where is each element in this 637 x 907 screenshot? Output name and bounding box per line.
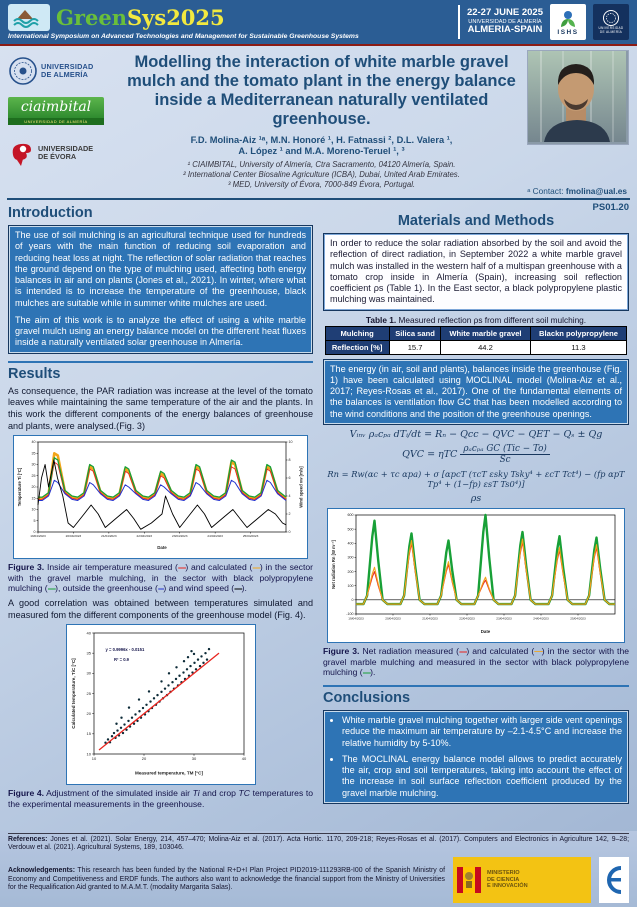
- svg-text:30: 30: [191, 756, 196, 762]
- ti-variable: Ti: [192, 788, 200, 799]
- masthead: [0, 46, 637, 198]
- svg-text:R² = 0.9: R² = 0.9: [113, 657, 129, 663]
- references: References: Jones et al. (2021). Solar Energy, 214, 457–470; Molina-Aiz et al. (2017). Acta Hortic. 1170, 209-218; Reyes-Rosas et al. (2017). Computers and Electronics in Agriculture 142, 9–28; Verdouw et al. (2021). Agricultural Systems, 189, 103046.: [8, 833, 629, 853]
- institution-logos: [8, 52, 120, 198]
- col-header-polypropylene: Blackn polypropylene: [530, 326, 627, 340]
- figure-3-right-caption: Figure 3. Net radiation measured (----) and calculated (—) in the sector with the gravel marble mulching and measured in the sector with black polypropylene mulching (----).: [323, 646, 629, 678]
- figure-3-right-label: Figure 3.: [323, 646, 360, 657]
- ual-banner-text-2: DE ALMERÍA: [599, 30, 623, 34]
- introduction-paragraph-1: The use of soil mulching is an agricultural technique used for hundreds of years with the main function of reducing soil evaporation and reducing heat loss at night. The reflection of solar radiation that reaches the ground depend on the type of mulching used, affecting both energy balances in air and on plants (Jones et al., 2021). In winter, where what is intended is to increase the temperature of the greenhouse, black mulches are suitable while in summer white mulches are used.: [15, 230, 306, 308]
- contact-line: [527, 186, 627, 196]
- title-block: [120, 52, 523, 198]
- table-header-row: [325, 326, 627, 340]
- svg-text:35: 35: [31, 451, 36, 456]
- blackpp-dash: ----: [47, 583, 56, 594]
- svg-text:4: 4: [288, 494, 291, 499]
- conference-date-block: [467, 8, 543, 36]
- svg-text:0: 0: [351, 598, 354, 603]
- equation-4: ρs: [470, 493, 482, 505]
- introduction-paragraph-2: The aim of this work is to analyze the effect of using a white marble gravel mulch using an energy balance model on the different heat fluxes inside a naturally ventilated solar greenhouse in Almería.: [15, 314, 306, 348]
- col-header-silica: Silica sand: [389, 326, 441, 340]
- poster-columns: [0, 200, 637, 832]
- right-column: [323, 200, 629, 832]
- ishs-plant-icon: [558, 9, 578, 29]
- svg-text:8: 8: [288, 458, 291, 463]
- energy-model-box: [323, 359, 629, 425]
- svg-text:19/04/2023: 19/04/2023: [30, 534, 46, 539]
- equation-2: QVC = ηTC $\frac{\text{ρₐcₚₐ GC (Tic − To)}}{Sc}$: [323, 444, 629, 465]
- equation-1: Vᵢₙᵥ ρₐcₚₐ dTᵢ/dt = Rₙ − Qcc − QVC − QET − Qₛ ± Qg: [349, 428, 603, 440]
- ciaimbital-logo: [8, 97, 104, 125]
- evora-bird-icon: [8, 140, 34, 166]
- svg-text:500: 500: [347, 527, 354, 532]
- svg-text:Wind speed vw [m/s]: Wind speed vw [m/s]: [298, 466, 304, 508]
- greensys-title-green: Green: [56, 5, 127, 30]
- svg-text:100: 100: [347, 584, 354, 589]
- svg-text:20/04/2023: 20/04/2023: [385, 616, 401, 621]
- ual-logo-line2: DE ALMERÍA: [41, 70, 89, 79]
- measured-dash: ----: [177, 562, 186, 573]
- aei-emblem-icon: [603, 862, 625, 898]
- svg-text:40: 40: [86, 630, 91, 636]
- figure-4-box: [66, 624, 256, 785]
- svg-text:40: 40: [31, 440, 36, 445]
- svg-text:15: 15: [31, 496, 36, 501]
- methods-paragraph-2: The energy (in air, soil and plants), balances inside the greenhouse (Fig. 1) have been calculated using MOCLINAL model (Molina-Aiz et al., 2017; Reyes-Rosas et al., 2017). One of the fundamental elements of the balances is ventilation flow GC that has been modelled according to the wind conditions and the position of the greenhouse openings.: [330, 363, 622, 419]
- ishs-label: ISHS: [557, 28, 579, 36]
- conclusions-heading: Conclusions: [323, 685, 629, 706]
- svg-text:30: 30: [86, 671, 91, 677]
- svg-text:6: 6: [288, 476, 291, 481]
- ministry-text: MINISTERIO DE CIENCIA E INNOVACIÓN: [487, 869, 528, 890]
- svg-text:Net radiation Rn [W m⁻²]: Net radiation Rn [W m⁻²]: [331, 540, 336, 590]
- calculated-dash: ----: [252, 562, 260, 573]
- svg-text:23/04/2023: 23/04/2023: [171, 534, 188, 539]
- svg-text:21/04/2023: 21/04/2023: [422, 616, 438, 621]
- ual-logo-line1: UNIVERSIDAD: [41, 61, 94, 71]
- svg-text:Date: Date: [480, 629, 491, 635]
- evora-logo: [8, 140, 120, 166]
- banner-right: [458, 4, 629, 40]
- svg-text:10: 10: [91, 756, 96, 762]
- svg-text:-100: -100: [346, 612, 354, 617]
- svg-text:10: 10: [288, 440, 293, 445]
- ual-logo-text: [41, 63, 93, 79]
- col-header-marble: White marble gravel: [441, 326, 530, 340]
- svg-text:2: 2: [288, 512, 291, 517]
- methods-heading: Materials and Methods: [397, 213, 555, 229]
- affiliation-2: ² International Center Biosaline Agriculture (ICBA), Dubai, United Arab Emirates.: [183, 169, 460, 179]
- results-paragraph-2: A good correlation was obtained between temperatures simulated and measured fom the different components of the greenhouse model (Fig. 4).: [8, 598, 313, 620]
- greensys-logo-icon: [8, 4, 50, 31]
- svg-text:200: 200: [347, 569, 354, 574]
- banner-divider: [458, 5, 460, 39]
- svg-text:Calculated temperature, TiC [°: Calculated temperature, TiC [°C]: [70, 658, 76, 730]
- svg-text:400: 400: [347, 541, 354, 546]
- svg-text:Measured temperature, TM [°C]: Measured temperature, TM [°C]: [134, 770, 203, 776]
- outside-dash: ---: [157, 583, 164, 594]
- acknowledgements: Acknowledgements: This research has been funded by the National R+D+I Plan Project PID2019-111293RB-I00 of the Spanish Ministry of Economy and Competitiveness and ERDF funds. The authors also want to acknowledge the financial support from the Ministry of Universities for the Requalification Aid granted to M.A.M.T. (modality Margarita Salas).: [8, 866, 445, 892]
- fig4-scatter-chart: [69, 627, 253, 777]
- tc-variable: TC: [238, 788, 251, 799]
- figure-4-label: Figure 4.: [8, 788, 45, 799]
- svg-text:20/04/2023: 20/04/2023: [65, 534, 82, 539]
- ual-banner-text-1: UNIVERSIDAD: [598, 26, 624, 31]
- evora-logo-text: [38, 145, 93, 162]
- svg-text:Temperature Ti [°C]: Temperature Ti [°C]: [17, 467, 22, 507]
- svg-text:5: 5: [33, 519, 36, 524]
- reflection-silica: 15.7: [389, 340, 441, 354]
- svg-text:22/04/2023: 22/04/2023: [459, 616, 475, 621]
- contact-label: ᵃ Contact:: [527, 186, 566, 196]
- fig3-right-chart: [330, 511, 622, 635]
- page-title: Modelling the interaction of white marble gravel mulch and the tomato plant in the energy balance inside a Mediterranean naturally ventilated greenhouse.: [127, 53, 516, 129]
- greensys-logo-row: [8, 4, 458, 31]
- conference-university: UNIVERSIDAD DE ALMERÍA: [468, 18, 542, 25]
- blackpp-dash: ----: [362, 667, 371, 678]
- evora-logo-line2: DE ÉVORA: [38, 152, 77, 161]
- svg-text:23/04/2023: 23/04/2023: [496, 616, 512, 621]
- conference-location: ALMERIA-SPAIN: [467, 24, 543, 36]
- svg-text:25/04/2023: 25/04/2023: [242, 534, 259, 539]
- svg-text:25: 25: [31, 474, 36, 479]
- svg-text:y = 0.9996x - 0.0151: y = 0.9996x - 0.0151: [105, 647, 144, 653]
- reflection-table: [325, 326, 628, 355]
- greensys-title: [56, 7, 225, 28]
- svg-text:0: 0: [33, 530, 36, 535]
- affiliations: [124, 160, 519, 190]
- svg-text:24/04/2023: 24/04/2023: [533, 616, 549, 621]
- ual-seal-icon: [8, 56, 38, 86]
- poster-id: PS01.20: [592, 202, 629, 213]
- figure-3-left-box: [13, 435, 308, 559]
- svg-text:Date: Date: [157, 545, 167, 551]
- col-header-mulching: Mulching: [325, 326, 389, 340]
- svg-text:35: 35: [86, 650, 91, 656]
- svg-text:40: 40: [241, 756, 246, 762]
- ciaimbital-subtext: UNIVERSIDAD DE ALMERÍA: [8, 118, 104, 125]
- conclusion-item-1: • White marble gravel mulching together with larger side vent openings reduce the maximum air temperature by –2.1-4.5°C and increase the relative humidity by 5-10%.: [342, 715, 622, 749]
- equation-2-fraction: $\frac{\text{ρₐcₚₐ GC (Tic − To)}}{Sc}$: [460, 444, 550, 465]
- contact-email: fmolina@ual.es: [565, 186, 627, 196]
- affiliation-3: ³ MED, University of Évora, 7000-849 Évora, Portugal.: [227, 179, 416, 189]
- figure-3-right-box: [327, 508, 625, 643]
- conference-banner: [0, 0, 637, 46]
- conclusion-item-2: • The MOCLINAL energy balance model allows to predict accurately the air, crop and soil temperatures, taking into account the effect of the increase in soil surface reflection coefficient produced by the gravel marble mulching.: [342, 754, 622, 799]
- figure-3-left-caption: Figure 3. Inside air temperature measured (----) and calculated (----) in the sector with the gravel marble mulching, in the sector with black polypropylene mulching (----), outside the greenhouse (---) and wind speed (----).: [8, 562, 313, 594]
- conference-dates: 22-27 JUNE 2025: [466, 6, 543, 18]
- svg-text:25/04/2023: 25/04/2023: [570, 616, 586, 621]
- references-label: References:: [8, 835, 48, 843]
- reflection-polypropylene: 11.3: [530, 340, 627, 354]
- svg-text:300: 300: [347, 555, 354, 560]
- author-photo: [527, 50, 629, 145]
- poster-footer: [0, 831, 637, 907]
- svg-text:21/04/2023: 21/04/2023: [101, 534, 117, 539]
- acknowledgements-row: [8, 857, 629, 903]
- ual-logo: [8, 56, 120, 86]
- svg-text:0: 0: [288, 530, 291, 535]
- table-1-label: Table 1.: [365, 314, 397, 325]
- svg-text:15: 15: [86, 731, 91, 737]
- left-column: [8, 200, 313, 832]
- introduction-heading: Introduction: [8, 205, 93, 221]
- svg-text:22/04/2023: 22/04/2023: [136, 534, 153, 539]
- svg-text:20: 20: [31, 485, 36, 490]
- banner-left: [8, 4, 458, 40]
- methods-paragraph-1: In order to reduce the solar radiation absorbed by the soil and avoid the reflection of direct radiation, in September 2022 a white marble gravel mulch was installed in the western half of a multispan greenhouse with a tomato crop inside in Almería (Spain), increasing soil reflection coefficient ρs (Table 1). In the East sector, a black polypropylene plastic mulching was maintained.: [330, 238, 622, 305]
- calculated-dash: —: [534, 646, 542, 657]
- affiliation-1: ¹ CIAIMBITAL, University of Almería, Ctra Sacramento, 04120 Almería, Spain.: [187, 159, 456, 169]
- figure-3-left-label: Figure 3.: [8, 562, 45, 573]
- authors-line-1: F.D. Molina-Aiz ¹ᵃ, M.N. Honoré ¹, H. Fatnassi ², D.L. Valera ¹,: [190, 134, 453, 145]
- measured-dash: ----: [458, 646, 467, 657]
- row-label-reflection: Reflection [%]: [325, 340, 389, 354]
- ministry-logo: [453, 857, 591, 903]
- ual-banner-logo: [593, 4, 629, 40]
- acknowledgements-label: Acknowledgements:: [8, 866, 76, 874]
- svg-text:19/04/2023: 19/04/2023: [348, 616, 364, 621]
- table-row: [325, 340, 627, 354]
- evora-logo-line1: UNIVERSIDADE: [38, 143, 94, 153]
- greensys-title-year: Sys2025: [127, 5, 225, 30]
- ciaimbital-name: ciaimbital: [8, 97, 104, 118]
- authors-line-2: A. López ¹ and M.A. Moreno-Teruel ¹, ³: [238, 146, 405, 157]
- svg-text:10: 10: [31, 507, 36, 512]
- conclusions-list: [330, 715, 622, 799]
- conference-tagline: International Symposium on Advanced Technologies and Management for Sustainable Greenhouse Systems: [8, 33, 359, 40]
- figure-4-caption: Figure 4. Adjustment of the simulated inside air Ti and crop TC temperatures to the experimental measurements in the greenhouse.: [8, 788, 314, 810]
- svg-text:30: 30: [31, 462, 36, 467]
- svg-text:20: 20: [86, 711, 91, 717]
- svg-text:24/04/2023: 24/04/2023: [207, 534, 223, 539]
- svg-text:10: 10: [86, 751, 91, 757]
- equations-block: [323, 429, 629, 504]
- aei-logo: [599, 857, 629, 903]
- conclusions-box: [323, 710, 629, 804]
- ishs-logo: [550, 4, 586, 40]
- reflection-marble: 44.2: [441, 340, 530, 354]
- methods-box: [323, 233, 629, 311]
- fig3-left-chart: [16, 438, 305, 551]
- svg-text:600: 600: [347, 513, 354, 518]
- wind-dash: ----: [234, 583, 242, 594]
- svg-text:25: 25: [86, 691, 91, 697]
- spain-flag-icon: [457, 863, 483, 897]
- svg-text:20: 20: [141, 756, 146, 762]
- table-1-caption: Table 1. Measured reflection ρs from different soil mulching.: [365, 314, 587, 325]
- ual-seal-icon: [602, 9, 620, 27]
- results-paragraph-1: As consequence, the PAR radiation was increase at the level of the tomato leaves while maintaining the same temperature of the air and the plants. In this work the different components of the energy balances of greenhouse and plants, were analysed.(Fig. 3): [8, 385, 313, 431]
- results-heading: Results: [8, 361, 313, 382]
- equation-3: Rn = Rw(αc + τc αpa) + σ [αpcT (τcT εsky Tsky⁴ + εcT Tct⁴) − (fp αpT Tp⁴ + (1−fp) εsT Ts0⁴)]: [327, 469, 625, 490]
- introduction-box: [8, 225, 313, 354]
